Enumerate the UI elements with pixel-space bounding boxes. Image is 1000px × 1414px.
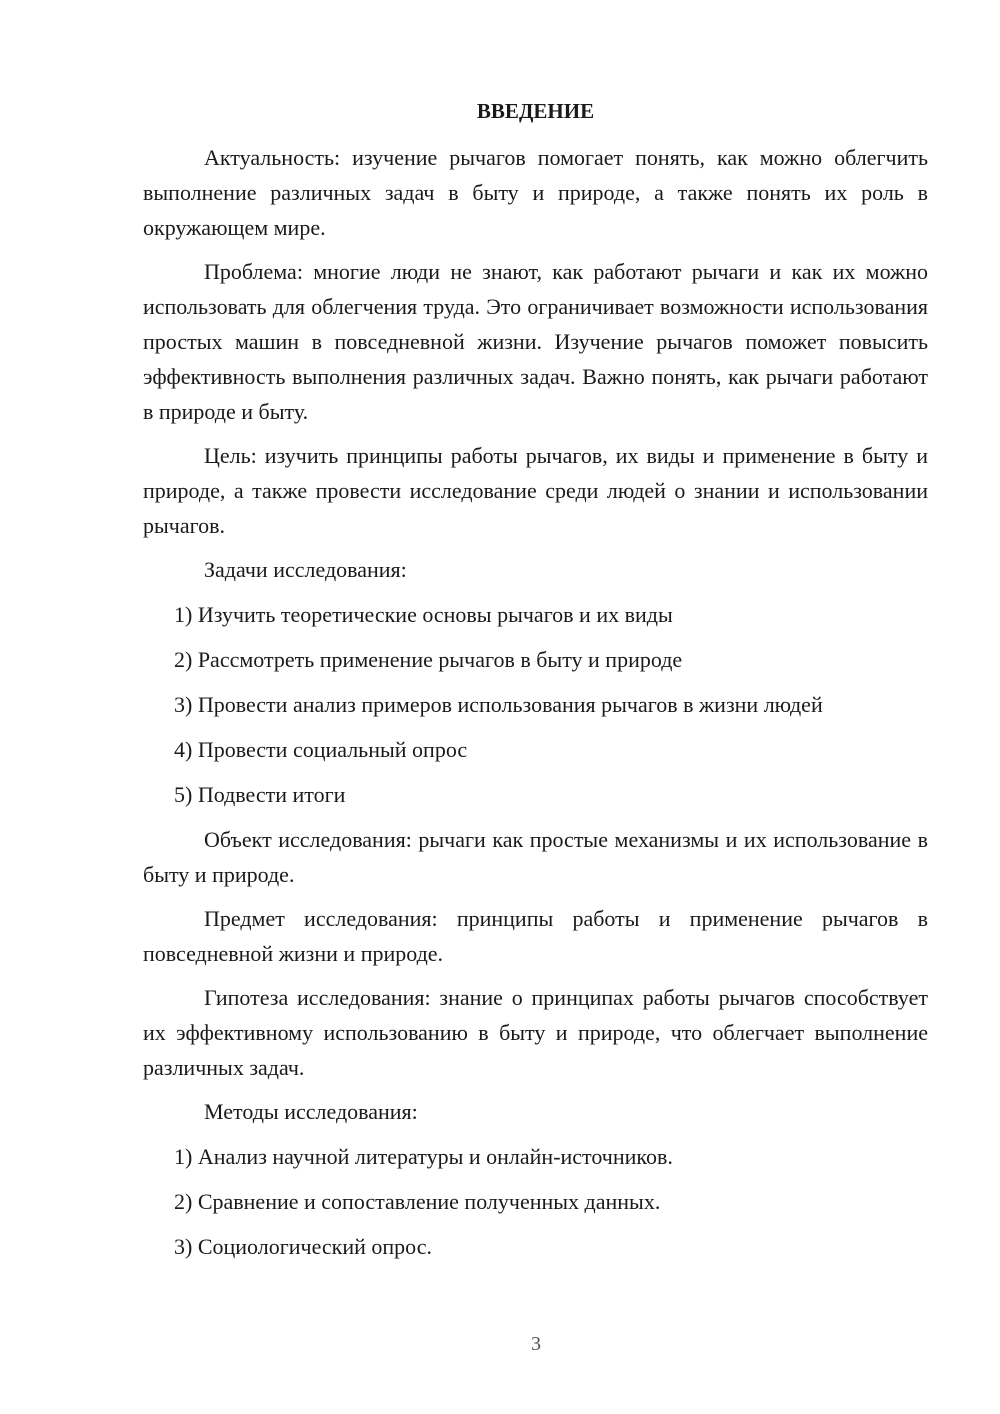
method-item: 1) Анализ научной литературы и онлайн-источников. (174, 1144, 673, 1169)
goal-paragraph: Цель: изучить принципы работы рычагов, их виды и применение в быту и природе, а также провести исследование среди людей о знании и использовании рычагов. (143, 443, 928, 538)
problem-paragraph: Проблема: многие люди не знают, как работают рычаги и как их можно использовать для облегчения труда. Это ограничивает возможности использования простых машин в повседневной жизни. Изучение рычагов поможет повысить эффективность выполнения различных задач. Важно понять, как рычаги работают в природе и быту. (143, 259, 928, 424)
task-item: 2) Рассмотреть применение рычагов в быту и природе (174, 647, 683, 672)
hypothesis-paragraph: Гипотеза исследования: знание о принципах работы рычагов способствует их эффективному использованию в быту и природе, что облегчает выполнение различных задач. (143, 985, 928, 1080)
task-item: 1) Изучить теоретические основы рычагов и их виды (174, 602, 673, 627)
methods-heading: Методы исследования: (204, 1099, 418, 1124)
task-item: 3) Провести анализ примеров использования рычагов в жизни людей (174, 692, 823, 717)
subject-paragraph: Предмет исследования: принципы работы и применение рычагов в повседневной жизни и природе. (143, 906, 928, 966)
page-title: ВВЕДЕНИЕ (476, 99, 595, 123)
task-item: 4) Провести социальный опрос (174, 737, 468, 762)
object-paragraph: Объект исследования: рычаги как простые механизмы и их использование в быту и природе. (143, 827, 928, 887)
page-number: 3 (531, 1333, 541, 1355)
document-page (143, 94, 928, 1274)
method-item: 2) Сравнение и сопоставление полученных данных. (174, 1189, 661, 1214)
method-item: 3) Социологический опрос. (174, 1234, 432, 1259)
relevance-paragraph: Актуальность: изучение рычагов помогает понять, как можно облегчить выполнение различных задач в быту и природе, а также понять их роль в окружающем мире. (143, 145, 928, 240)
task-item: 5) Подвести итоги (174, 782, 346, 807)
tasks-heading: Задачи исследования: (204, 557, 407, 582)
